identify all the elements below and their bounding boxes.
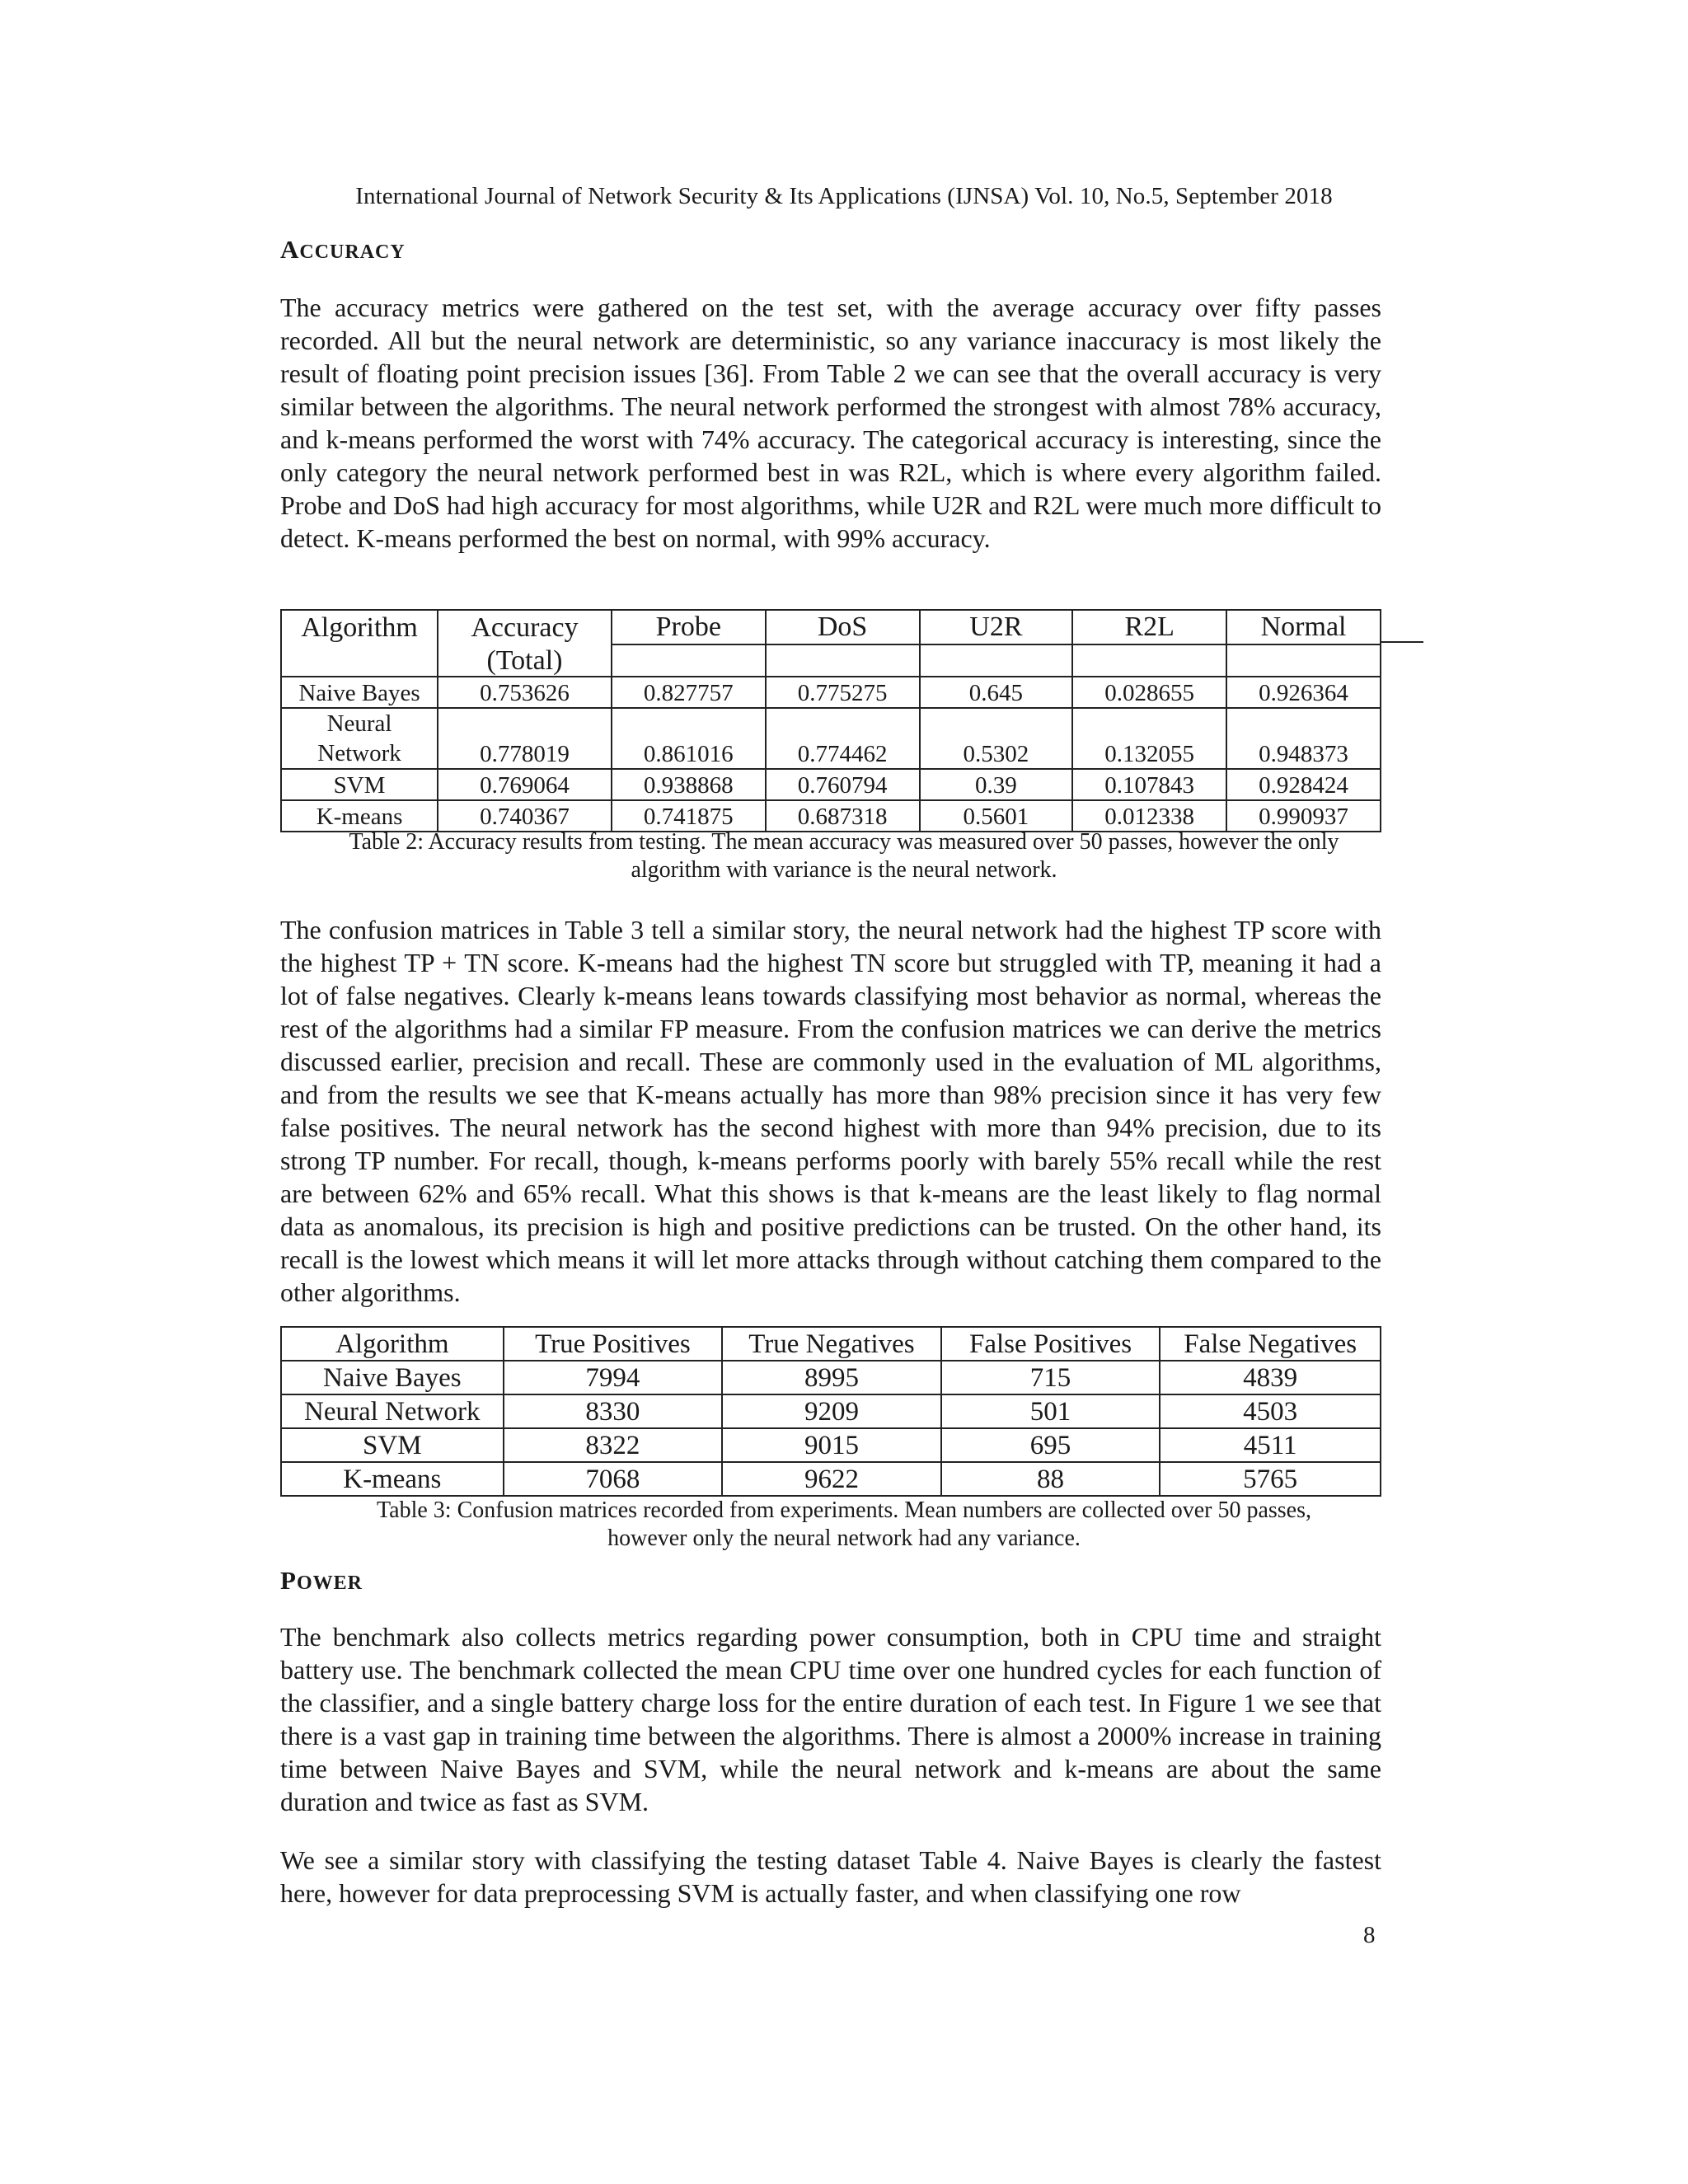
confusion-paragraph: The confusion matrices in Table 3 tell a similar story, the neural network had the highest TP score with the highest TP + TN score. K-means had the highest TN score but struggled with TP, meaning it had a lot of false negatives. Clearly k-means leans towards classifying most behavior as normal, whereas the rest of the algorithms had a similar FP measure. From the confusion matrices we can derive the metrics discussed earlier, precision and recall. These are commonly used in the evaluation of ML algorithms, and from the results we see that K-means actually has more than 98% precision since it has very few false positives. The neural network has the second highest with more than 94% precision, due to its strong TP number. For recall, though, k-means performs poorly with barely 55% recall while the rest are between 62% and 65% recall. What this shows is that k-means are the least likely to flag normal data as anomalous, its precision is high and positive predictions can be trusted. On the other hand, its recall is the lowest which means it will let more attacks through without catching them compared to the other algorithms.	[280, 915, 1381, 1307]
table-header-cell: Algorithm	[281, 1327, 504, 1361]
table-header-subcell: (Total)	[438, 644, 612, 677]
table-cell: 0.107843	[1072, 769, 1226, 800]
table-row	[281, 677, 1381, 708]
table-header-cell: True Positives	[504, 1327, 723, 1361]
table3-caption	[0, 1497, 1688, 1553]
table-cell: 0.39	[920, 769, 1073, 800]
table2-caption-line2: algorithm with variance is the neural network.	[631, 857, 1057, 883]
table-cell: 88	[941, 1462, 1160, 1496]
row-label-line2: Network	[317, 740, 401, 766]
table-cell: 0.769064	[438, 769, 612, 800]
journal-header: International Journal of Network Security & Its Applications (IJNSA) Vol. 10, No.5, September 2018	[355, 183, 1333, 209]
table-cell: 0.775275	[766, 677, 920, 708]
table-header-cell: DoS	[766, 610, 920, 644]
table-row	[281, 1428, 1381, 1462]
row-label: Neural Network	[281, 1394, 504, 1428]
row-label: K-means	[281, 1462, 504, 1496]
section-title-rest: OWER	[296, 1572, 363, 1594]
table-cell: 0.948373	[1226, 708, 1381, 769]
row-label: SVM	[281, 769, 438, 800]
table-cell: 0.990937	[1226, 800, 1381, 832]
table-cell: 8995	[722, 1361, 941, 1394]
table-cell: 0.753626	[438, 677, 612, 708]
table-cell: 8322	[504, 1428, 723, 1462]
table-header-cell: Algorithm	[281, 610, 438, 644]
table-header-cell: False Positives	[941, 1327, 1160, 1361]
section-title-first-letter: A	[280, 235, 300, 264]
table3-caption-line1: Table 3: Confusion matrices recorded from experiments. Mean numbers are collected over 50 passes,	[377, 1497, 1311, 1523]
table-cell: 9209	[722, 1394, 941, 1428]
table-row	[281, 1361, 1381, 1394]
table-cell: 7068	[504, 1462, 723, 1496]
page-number: 8	[1363, 1922, 1376, 1948]
row-label	[281, 708, 438, 769]
table2-caption	[0, 828, 1688, 884]
row-label: Naive Bayes	[281, 1361, 504, 1394]
table-header-cell: Accuracy	[438, 610, 612, 644]
table-cell: 4839	[1160, 1361, 1381, 1394]
table-cell: 0.861016	[612, 708, 766, 769]
accuracy-paragraph: The accuracy metrics were gathered on the test set, with the average accuracy over fifty passes recorded. All but the neural network are deterministic, so any variance inaccuracy is most likely the result of floating point precision issues [36]. From Table 2 we can see that the overall accuracy is very similar between the algorithms. The neural network performed the strongest with almost 78% accuracy, and k-means performed the worst with 74% accuracy. The categorical accuracy is interesting, since the only category the neural network performed best in was R2L, which is where every algorithm failed. Probe and DoS had high accuracy for most algorithms, while U2R and R2L were much more difficult to detect. K-means performed the best on normal, with 99% accuracy.	[280, 293, 1381, 553]
table-cell: 0.741875	[612, 800, 766, 832]
table-header-cell: Normal	[1226, 610, 1381, 644]
confusion-table	[280, 1326, 1381, 1497]
table-cell: 501	[941, 1394, 1160, 1428]
table-cell: 0.926364	[1226, 677, 1381, 708]
table-row	[281, 1394, 1381, 1428]
table-header-row	[281, 1327, 1381, 1361]
accuracy-table	[280, 609, 1381, 832]
table3-caption-line2: however only the neural network had any variance.	[607, 1526, 1081, 1551]
section-title-rest: CCURACY	[299, 241, 406, 263]
table-rule-extension	[1381, 641, 1423, 643]
table-cell: 0.5302	[920, 708, 1073, 769]
table-cell: 0.132055	[1072, 708, 1226, 769]
table-cell: 0.760794	[766, 769, 920, 800]
table-cell: 695	[941, 1428, 1160, 1462]
section-title-first-letter: P	[280, 1566, 297, 1595]
table-cell: 0.928424	[1226, 769, 1381, 800]
power-paragraph-1: The benchmark also collects metrics regarding power consumption, both in CPU time and straight battery use. The benchmark collected the mean CPU time over one hundred cycles for each function of the classifier, and a single battery charge loss for the entire duration of each test. In Figure 1 we see that there is a vast gap in training time between the algorithms. There is almost a 2000% increase in training time between Naive Bayes and SVM, while the neural network and k-means are about the same duration and twice as fast as SVM.	[280, 1622, 1381, 1816]
table-row	[281, 708, 1381, 769]
table-cell: 4503	[1160, 1394, 1381, 1428]
table-cell: 9015	[722, 1428, 941, 1462]
table-cell: 0.012338	[1072, 800, 1226, 832]
table-cell: 0.645	[920, 677, 1073, 708]
table-header-cell: False Negatives	[1160, 1327, 1381, 1361]
section-title-power	[280, 1566, 363, 1596]
section-title-accuracy	[280, 235, 406, 265]
table-cell: 9622	[722, 1462, 941, 1496]
table-cell: 0.687318	[766, 800, 920, 832]
table-header-cell: True Negatives	[722, 1327, 941, 1361]
table-header-cell: U2R	[920, 610, 1073, 644]
table-cell: 5765	[1160, 1462, 1381, 1496]
table-cell: 8330	[504, 1394, 723, 1428]
table-cell: 0.778019	[438, 708, 612, 769]
table-cell: 7994	[504, 1361, 723, 1394]
row-label-line1: Neural	[326, 710, 392, 737]
power-paragraph-2: We see a similar story with classifying the testing dataset Table 4. Naive Bayes is clearly the fastest here, however for data preprocessing SVM is actually faster, and when classifying one row	[280, 1845, 1381, 1908]
table-cell: 0.028655	[1072, 677, 1226, 708]
table-header-row	[281, 610, 1381, 644]
row-label: SVM	[281, 1428, 504, 1462]
table-cell: 0.938868	[612, 769, 766, 800]
table-row	[281, 769, 1381, 800]
table-cell: 0.827757	[612, 677, 766, 708]
table2-caption-line1: Table 2: Accuracy results from testing. The mean accuracy was measured over 50 passes, however the only	[349, 829, 1339, 855]
table-header-cell: Probe	[612, 610, 766, 644]
table-cell: 715	[941, 1361, 1160, 1394]
row-label: K-means	[281, 800, 438, 832]
table-cell: 0.740367	[438, 800, 612, 832]
table-cell: 0.5601	[920, 800, 1073, 832]
row-label: Naive Bayes	[281, 677, 438, 708]
table-cell: 0.774462	[766, 708, 920, 769]
table-row	[281, 1462, 1381, 1496]
table-row	[281, 800, 1381, 832]
table-header-subrow	[281, 644, 1381, 677]
table-cell: 4511	[1160, 1428, 1381, 1462]
table-header-cell: R2L	[1072, 610, 1226, 644]
